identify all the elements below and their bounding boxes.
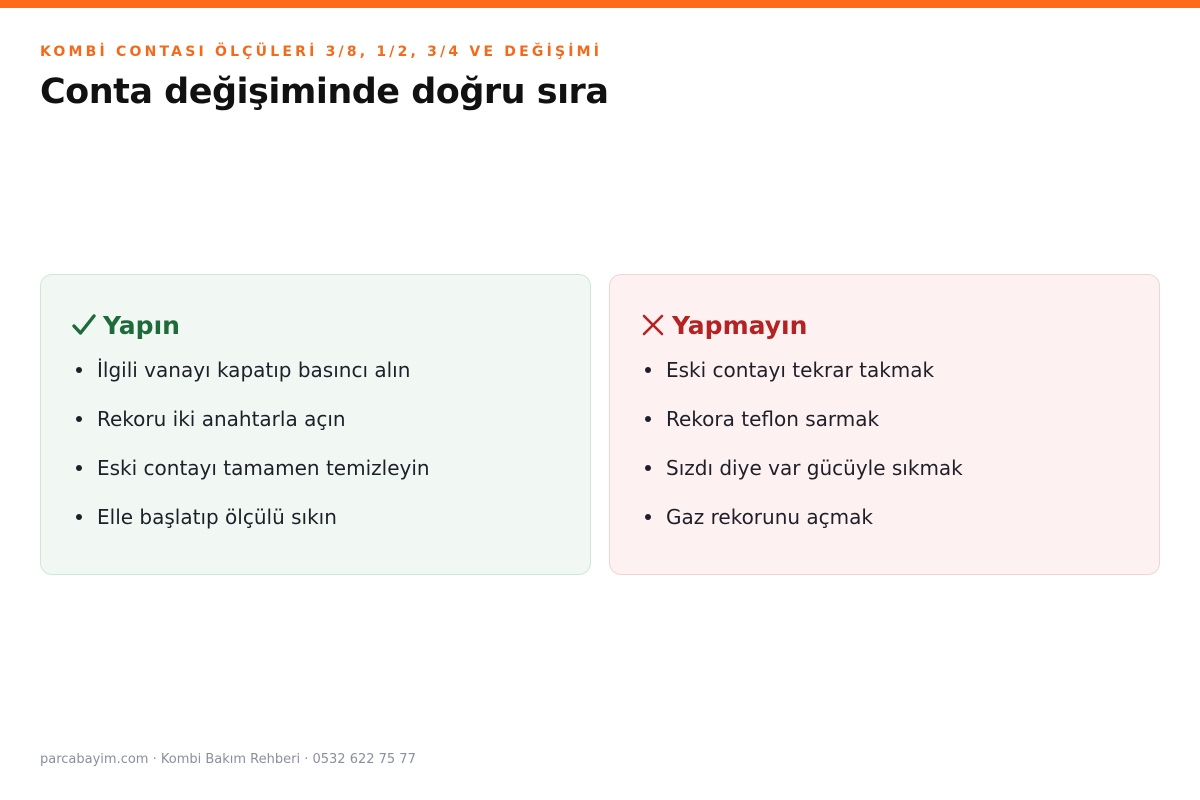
cards-container	[40, 274, 1160, 575]
eyebrow-label: KOMBİ CONTASI ÖLÇÜLERİ 3/8, 1/2, 3/4 VE DEĞİŞİMİ	[40, 44, 603, 60]
do-card	[40, 274, 591, 575]
dont-card-title: Yapmayın	[672, 310, 808, 340]
do-card-title: Yapın	[103, 310, 180, 340]
dont-list-item: Eski contayı tekrar takmak	[640, 355, 1129, 404]
do-card-heading	[71, 309, 560, 341]
do-list	[71, 355, 560, 551]
do-list-item: Eski contayı tamamen temizleyin	[71, 453, 560, 502]
footer-text: parcabayim.com · Kombi Bakım Rehberi · 0532 622 75 77	[40, 752, 416, 767]
do-list-item: Elle başlatıp ölçülü sıkın	[71, 502, 560, 551]
dont-list-item: Gaz rekorunu açmak	[640, 502, 1129, 551]
dont-list-item: Rekora teflon sarmak	[640, 404, 1129, 453]
do-list-item: İlgili vanayı kapatıp basıncı alın	[71, 355, 560, 404]
dont-card	[609, 274, 1160, 575]
dont-card-heading	[640, 309, 1129, 341]
cross-icon	[640, 312, 666, 338]
top-accent-bar	[0, 0, 1200, 8]
dont-list-item: Sızdı diye var gücüyle sıkmak	[640, 453, 1129, 502]
check-icon	[71, 312, 97, 338]
page-title: Conta değişiminde doğru sıra	[40, 72, 609, 112]
dont-list	[640, 355, 1129, 551]
do-list-item: Rekoru iki anahtarla açın	[71, 404, 560, 453]
